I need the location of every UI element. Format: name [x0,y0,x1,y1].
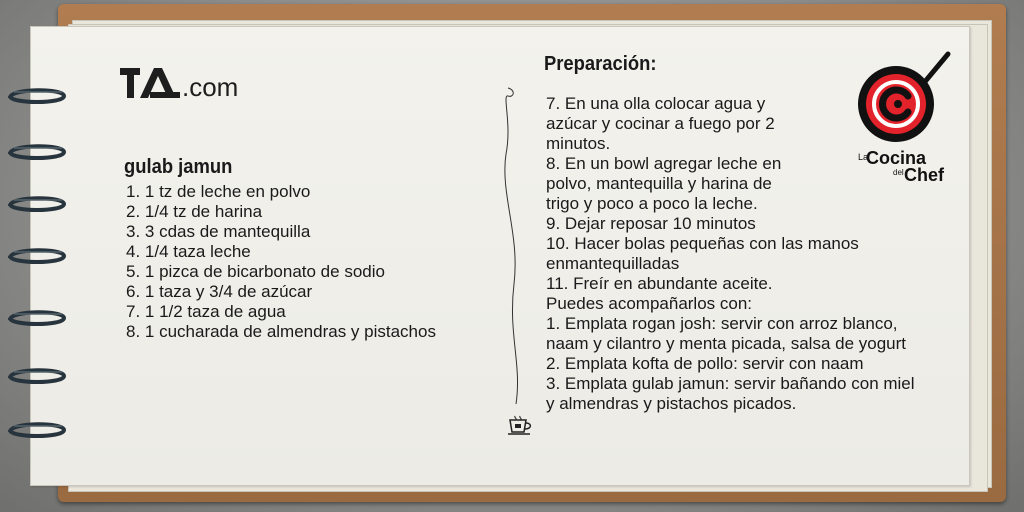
chef-logo-chef: Chef [904,165,944,185]
list-item: 7. 1 1/2 taza de agua [126,302,286,321]
list-item: Puedes acompañarlos con: [546,294,753,313]
spiral-ring-icon [6,142,68,162]
list-item: 5. 1 pizca de bicarbonato de sodio [126,262,385,281]
list-item: 8. 1 cucharada de almendras y pistachos [126,322,436,341]
squiggle-divider [496,84,532,408]
brand-mark-icon [120,66,180,100]
list-item: 2. Emplata kofta de pollo: servir con naam [546,354,864,373]
chef-logo-cocina: Cocina [866,148,927,168]
list-item: 9. Dejar reposar 10 minutos [546,214,756,233]
coffee-cup-icon [506,414,536,436]
list-item: 4. 1/4 taza leche [126,242,251,261]
list-item: 6. 1 taza y 3/4 de azúcar [126,282,313,301]
list-item: 7. En una olla colocar agua y azúcar y cocinar a fuego por 2 minutos. [546,94,775,153]
spiral-ring-icon [6,366,68,386]
chef-logo-la: La [858,152,869,162]
preparation-title: Preparación: [544,53,657,75]
recipe-title: gulab jamun [124,156,233,178]
list-item: 1. 1 tz de leche en polvo [126,182,311,201]
list-item: 3. Emplata gulab jamun: servir bañando con miel y almendras y pistachos picados. [546,374,915,413]
ingredient-list [126,182,456,342]
list-item: 10. Hacer bolas pequeñas con las manos enmantequilladas [546,234,859,273]
spiral-ring-icon [6,420,68,440]
chef-logo-del: del [893,168,904,177]
list-item: 1. Emplata rogan josh: servir con arroz blanco, naam y cilantro y menta picada, salsa de yogurt [546,314,907,353]
spiral-ring-icon [6,194,68,214]
spiral-ring-icon [6,246,68,266]
spiral-ring-icon [6,86,68,106]
spiral-ring-icon [6,308,68,328]
list-item: 3. 3 cdas de mantequilla [126,222,311,241]
list-item: 11. Freír en abundante aceite. [546,274,773,293]
brand-domain: .com [182,72,239,102]
list-item: 8. En un bowl agregar leche en polvo, mantequilla y harina de trigo y poco a poco la leche. [546,154,782,213]
list-item: 2. 1/4 tz de harina [126,202,263,221]
